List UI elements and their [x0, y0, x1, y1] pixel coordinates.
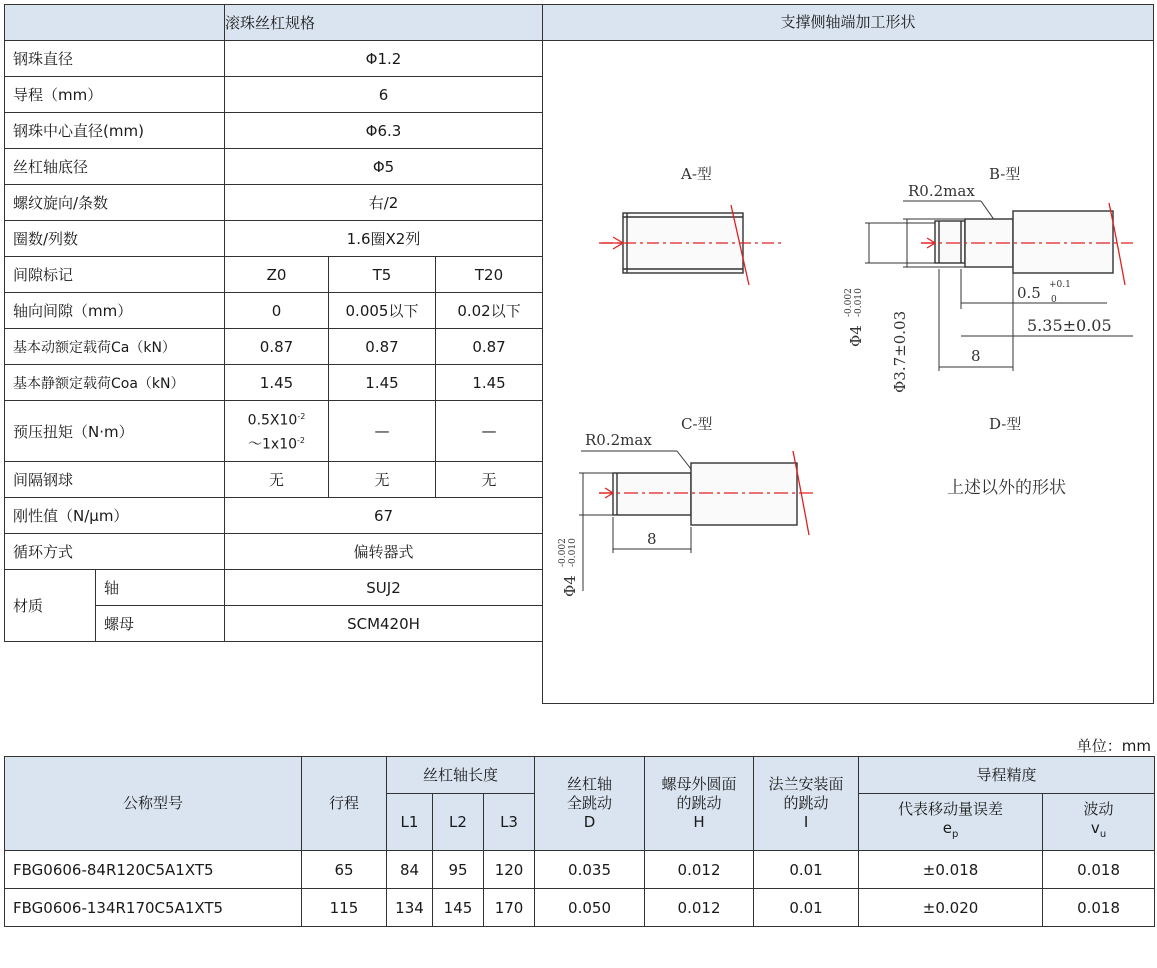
unit-label: 单位：mm: [1076, 737, 1151, 755]
svg-text:Φ3.7±0.03: Φ3.7±0.03: [891, 310, 909, 393]
type-b-arrow: [921, 238, 935, 248]
table-row: 轴向间隙（mm） 0 0.005以下 0.02以下: [5, 293, 543, 329]
header-length: 丝杠轴长度: [387, 757, 535, 794]
svg-text:Φ4: Φ4: [847, 325, 865, 347]
preload-value: $0.5X10^{-2}$ $\sim 1x10^{-2}$: [225, 401, 329, 462]
table-row: 钢珠直径 Φ1.2: [5, 41, 543, 77]
header-vu: 波动 $v_u$: [1043, 794, 1155, 851]
header-ep: 代表移动量误差 $e_p$: [859, 794, 1043, 851]
dim-c-8: 8: [647, 530, 657, 548]
table-row: 基本动额定载荷Ca（kN） 0.87 0.87 0.87: [5, 329, 543, 365]
header-accuracy: 导程精度: [859, 757, 1155, 794]
type-c-shape: [613, 463, 797, 525]
table-row: 基本静额定载荷Coa（kN） 1.45 1.45 1.45: [5, 365, 543, 401]
table-row: FBG0606-84R120C5A1XT5 65 84 95 120 0.035 0.012 0.01 ±0.018 0.018: [5, 851, 1155, 889]
header-l3: L3: [484, 794, 535, 851]
svg-text:-0.010: -0.010: [568, 538, 578, 567]
table-row: 循环方式 偏转器式: [5, 534, 543, 570]
type-d-label: D-型: [989, 415, 1022, 433]
dim-b-phi4: [844, 288, 865, 347]
model-table: [4, 756, 1155, 927]
spec-table: [4, 4, 543, 642]
table-row: 螺母 SCM420H: [5, 606, 543, 642]
type-d-text: 上述以外的形状: [947, 478, 1066, 498]
header-runout-i: 法兰安装面 的跳动 I: [754, 757, 859, 851]
spec-title: 滚珠丝杠规格: [225, 5, 543, 41]
type-a-label: A-型: [681, 165, 712, 183]
spec-header-blank: [5, 5, 225, 41]
header-runout-d: 丝杠轴 全跳动 D: [535, 757, 645, 851]
header-runout-h: 螺母外圆面 的跳动 H: [645, 757, 754, 851]
dim-b-05-tol-up: +0.1: [1049, 280, 1071, 290]
dim-b-535: 5.35±0.05: [1027, 316, 1112, 335]
header-stroke: 行程: [302, 757, 387, 851]
table-row: 间隔钢球 无 无 无: [5, 462, 543, 498]
table-row: 螺纹旋向/条数 右/2: [5, 185, 543, 221]
dim-b-05-tol-low: 0: [1051, 295, 1057, 305]
type-b-label: B-型: [989, 165, 1021, 183]
table-row: FBG0606-134R170C5A1XT5 115 134 145 170 0.050 0.012 0.01 ±0.020 0.018: [5, 889, 1155, 927]
table-row: 圈数/列数 1.6圈X2列: [5, 221, 543, 257]
shaft-end-drawing: [543, 41, 1153, 703]
type-c-arrow: [599, 488, 613, 498]
svg-text:-0.002: -0.002: [844, 288, 854, 317]
type-c-label: C-型: [681, 415, 713, 433]
type-b-rmax: R0.2max: [908, 182, 975, 200]
table-row: 材质 轴 SUJ2: [5, 570, 543, 606]
type-b-shape: [935, 211, 1113, 273]
dim-b-8: 8: [971, 347, 981, 365]
table-row: 刚性值（N/μm） 67: [5, 498, 543, 534]
type-c-rmax: R0.2max: [585, 431, 652, 449]
table-row: 导程（mm） 6: [5, 77, 543, 113]
table-row: 钢珠中心直径(mm) Φ6.3: [5, 113, 543, 149]
header-l2: L2: [433, 794, 484, 851]
shaft-end-shapes: [542, 4, 1154, 704]
svg-text:-0.002: -0.002: [558, 538, 568, 567]
table-row: 丝杠轴底径 Φ5: [5, 149, 543, 185]
table-row: 预压扭矩（N·m） $0.5X10^{-2}$ $\sim 1x10^{-2}$ — —: [5, 401, 543, 462]
svg-text:-0.010: -0.010: [854, 288, 864, 317]
type-a-arrow: [599, 237, 623, 249]
shapes-title: 支撑侧轴端加工形状: [543, 5, 1153, 41]
header-model: 公称型号: [5, 757, 302, 851]
table-row: 间隙标记 Z0 T5 T20: [5, 257, 543, 293]
dim-b-phi37: [891, 311, 909, 393]
svg-text:Φ4: Φ4: [561, 575, 579, 597]
dim-c-phi4: [558, 538, 579, 597]
dim-b-05: 0.5: [1017, 284, 1041, 302]
header-l1: L1: [387, 794, 433, 851]
